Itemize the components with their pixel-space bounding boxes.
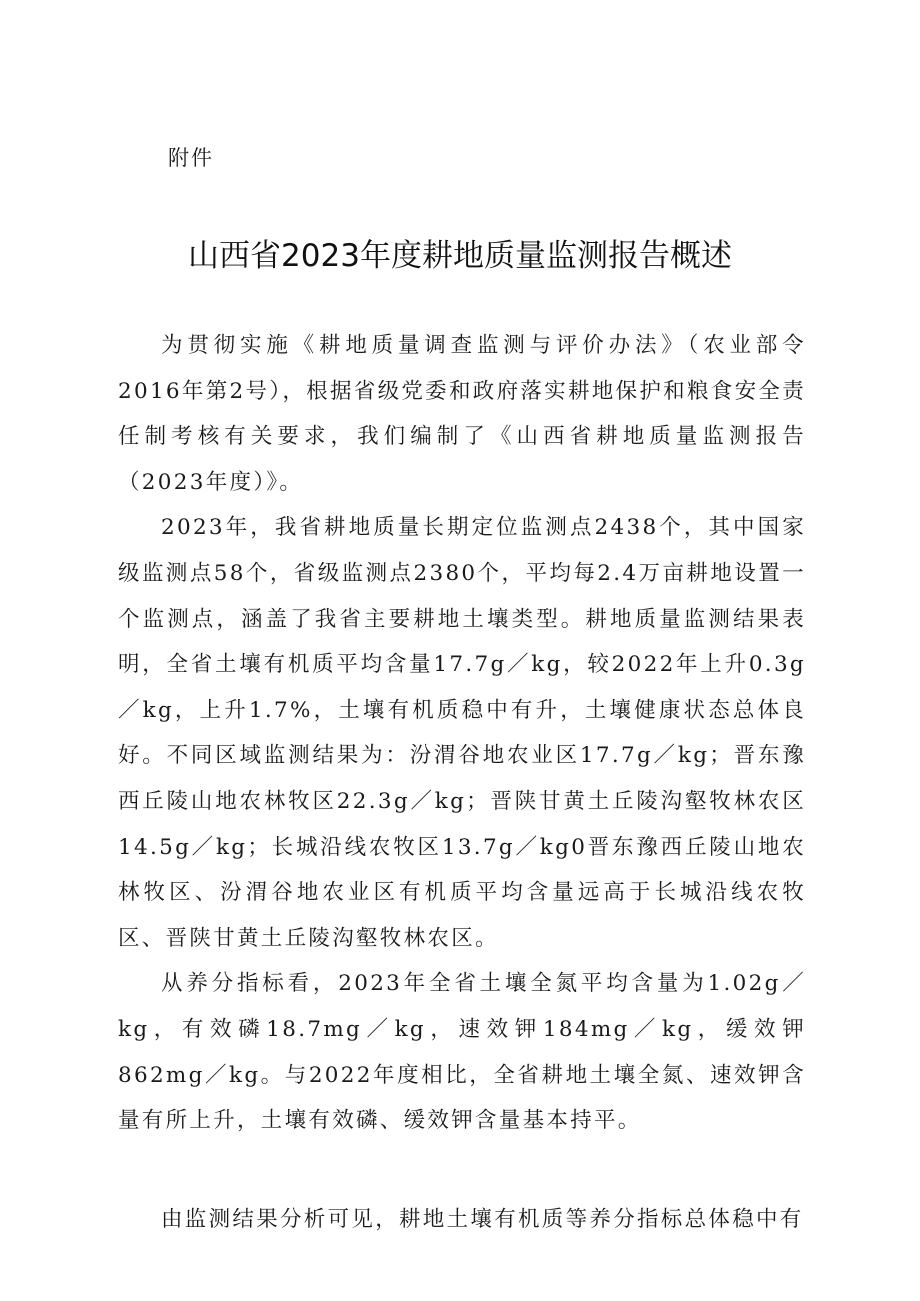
document-title: 山西省2023年度耕地质量监测报告概述 — [188, 238, 732, 274]
paragraph-analysis: 由监测结果分析可见，耕地土壤有机质等养分指标总体稳中有 — [161, 1206, 804, 1232]
attachment-label: 附件 — [168, 146, 214, 170]
paragraph-monitoring-results: 2023年，我省耕地质量长期定位监测点2438个，其中国家级监测点58个，省级监测点2380个，平均每2.4万亩耕地设置一个监测点，涵盖了我省主要耕地土壤类型。耕地质量监测结果表明，全省土壤有机质平均含量17.7g／kg，较2022年上升0.3g／kg，上升1.7%，土壤有机质稳中有升，土壤健康状态总体良好。不同区域监测结果为：汾渭谷地农业区17.7g／kg；晋东豫西丘陵山地农林牧区22.3g／kg；晋陕甘黄土丘陵沟壑牧林农区14.5g／kg；长城沿线农牧区13.7g／kg0晋东豫西丘陵山地农林牧区、汾渭谷地农业区有机质平均含量远高于长城沿线农牧区、晋陕甘黄土丘陵沟壑牧林农区。 — [118, 515, 806, 951]
document-body — [118, 323, 806, 1242]
paragraph-nutrient-indicators: 从养分指标看，2023年全省土壤全氮平均含量为1.02g／kg，有效磷18.7mg／kg，速效钾184mg／kg，缓效钾862mg／kg。与2022年度相比，全省耕地土壤全氮、速效钾含量有所上升，土壤有效磷、缓效钾含量基本持平。 — [118, 971, 806, 1134]
paragraph-intro: 为贯彻实施《耕地质量调查监测与评价办法》（农业部令2016年第2号），根据省级党委和政府落实耕地保护和粮食安全责任制考核有关要求，我们编制了《山西省耕地质量监测报告（2023年度）》。 — [118, 333, 806, 495]
